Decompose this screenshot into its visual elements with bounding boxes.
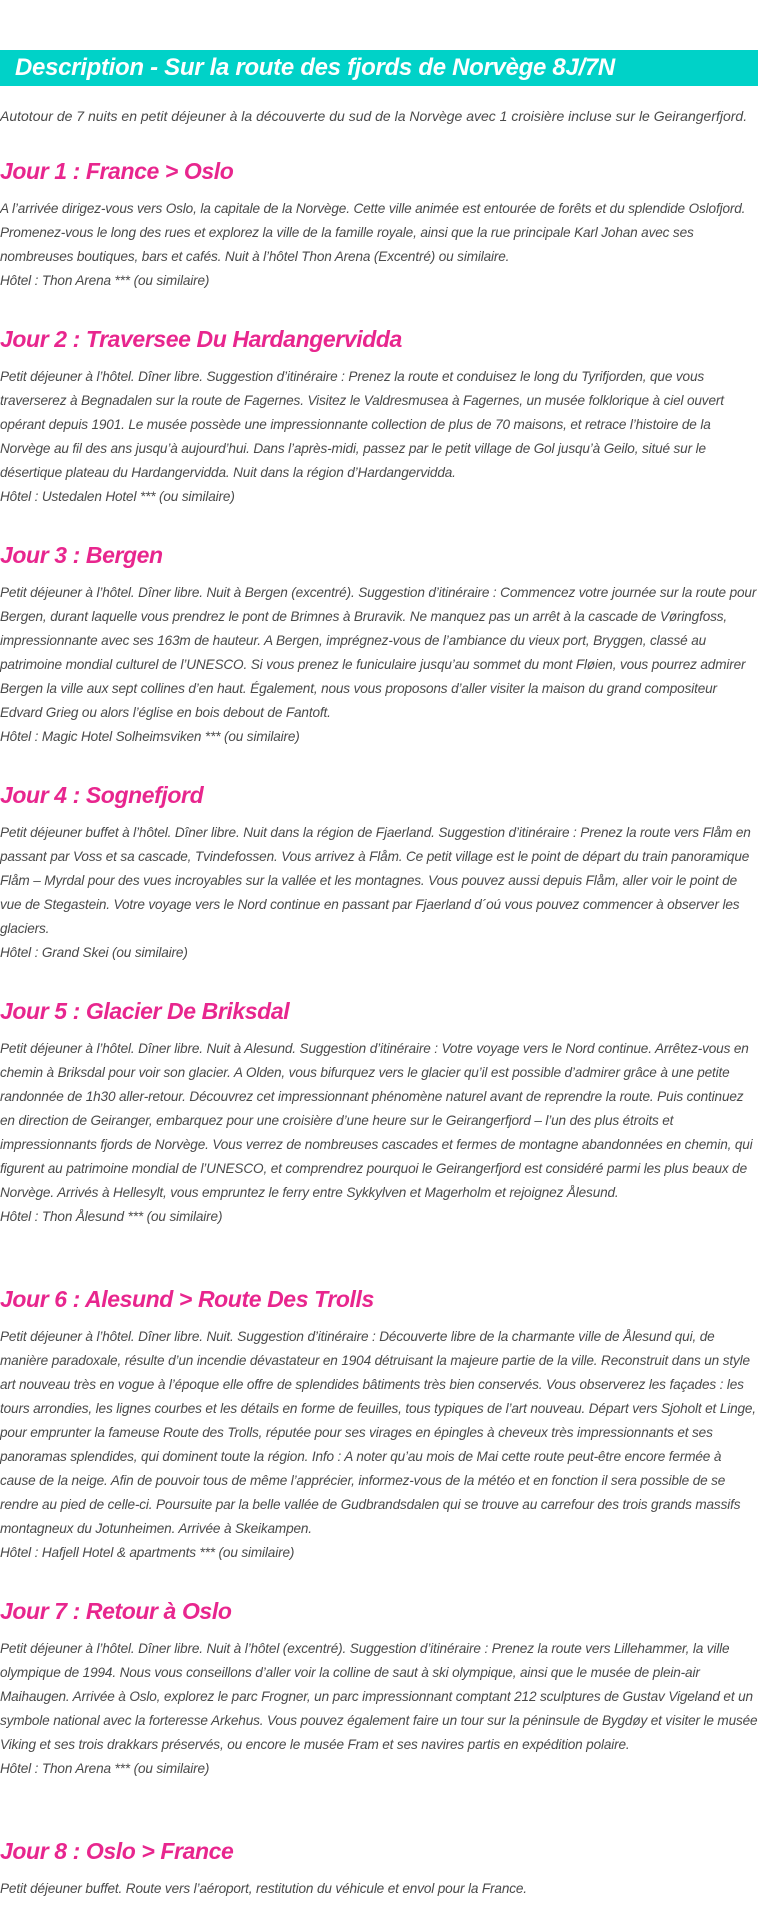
day-8-section: [0, 1832, 758, 1901]
day-4-hotel: Hôtel : Grand Skei (ou similaire): [0, 945, 188, 960]
day-3-hotel: Hôtel : Magic Hotel Solheimsviken *** (ou similaire): [0, 729, 300, 744]
day-6-hotel: Hôtel : Hafjell Hotel & apartments *** (ou similaire): [0, 1545, 295, 1560]
day-3-title: Jour 3 : Bergen: [0, 542, 163, 568]
day-1-description: A l’arrivée dirigez-vous vers Oslo, la capitale de la Norvège. Cette ville animée est entourée de forêts et du splendide Oslofjord. Promenez-vous le long des rues et explorez la ville de la famille royale, ainsi que la rue principale Karl Johan avec ses nombreuses boutiques, bars et cafés. Nuit à l’hôtel Thon Arena (Excentré) ou similaire.: [0, 201, 746, 264]
day-2-description: Petit déjeuner à l’hôtel. Dîner libre. Suggestion d’itinéraire : Prenez la route et conduisez le long du Tyrifjorden, que vous traverserez à Begnadalen sur la route de Fagernes. Visitez le Valdresmusea à Fagernes, un musée folklorique à ciel ouvert opérant depuis 1901. Le musée possède une impressionnante collection de plus de 70 maisons, et retrace l’histoire de la Norvège au fil des ans jusqu’à aujourd’hui. Dans l’après-midi, passez par le petit village de Gol jusqu’à Geilo, situé sur le désertique plateau du Hardangervidda. Nuit dans la région d’Hardangervidda.: [0, 369, 724, 480]
day-8-description: Petit déjeuner buffet. Route vers l’aéroport, restitution du véhicule et envol pour la France.: [0, 1881, 527, 1896]
day-6-section: [0, 1280, 758, 1565]
day-4-section: [0, 776, 758, 965]
day-4-title: Jour 4 : Sognefjord: [0, 782, 204, 808]
day-5-section: [0, 992, 758, 1229]
intro-text: Autotour de 7 nuits en petit déjeuner à la découverte du sud de la Norvège avec 1 croisière incluse sur le Geirangerfjord.: [0, 108, 748, 124]
day-7-section: [0, 1592, 758, 1781]
day-7-hotel: Hôtel : Thon Arena *** (ou similaire): [0, 1761, 210, 1776]
day-7-description: Petit déjeuner à l’hôtel. Dîner libre. Nuit à l’hôtel (excentré). Suggestion d’itinéraire : Prenez la route vers Lillehammer, la ville olympique de 1994. Nous vous conseillons d’aller voir la colline de saut à ski olympique, ainsi que le musée de plein-air Maihaugen. Arrivée à Oslo, explorez le parc Frogner, un parc impressionnant comptant 212 sculptures de Gustav Vigeland et un symbole national avec la forteresse Arkehus. Vous pouvez également faire un tour sur la péninsule de Bygdøy et visiter le musée Viking et ses trois drakkars préservés, ou encore le musée Fram et ses navires partis en expédition polaire.: [0, 1641, 758, 1752]
day-3-description: Petit déjeuner à l’hôtel. Dîner libre. Nuit à Bergen (excentré). Suggestion d’itinéraire : Commencez votre journée sur la route pour Bergen, durant laquelle vous prendrez le pont de Brimnes à Bruravik. Ne manquez pas un arrêt à la cascade de Vøringfoss, impressionnante avec ses 163m de hauteur. A Bergen, imprégnez-vous de l’ambiance du vieux port, Bryggen, classé au patrimoine mondial culturel de l’UNESCO. Si vous prenez le funiculaire jusqu’au sommet du mont Fløien, vous pourrez admirer Bergen la ville aux sept collines d’en haut. Également, nous vous proposons d’aller visiter la maison du grand compositeur Edvard Grieg ou alors l’église en bois debout de Fantoft.: [0, 585, 757, 720]
day-8-title: Jour 8 : Oslo > France: [0, 1838, 234, 1864]
day-1-hotel: Hôtel : Thon Arena *** (ou similaire): [0, 273, 210, 288]
day-6-description: Petit déjeuner à l’hôtel. Dîner libre. Nuit. Suggestion d’itinéraire : Découverte libre de la charmante ville de Ålesund qui, de manière paradoxale, résulte d’un incendie dévastateur en 1904 détruisant la majeure partie de la ville. Reconstruit dans un style art nouveau très en vogue à l’époque elle offre de splendides bâtiments très bien conservés. Vous observerez les façades : les tours arrondies, les lignes courbes et les détails en forme de feuilles, tous typiques de l’art nouveau. Départ vers Sjoholt et Linge, pour emprunter la fameuse Route des Trolls, réputée pour ses virages en épingles à cheveux très impressionnants et ses panoramas splendides, qui dominent toute la région. Info : A noter qu’au mois de Mai cette route peut-être encore fermée à cause de la neige. Afin de pouvoir tous de même l’apprécier, informez-vous de la météo et en fonction il sera possible de se rendre au pied de celle-ci. Poursuite par la belle vallée de Gudbrandsdalen qui se trouve au carrefour des trois grands massifs montagneux du Jotunheimen. Arrivée à Skeikampen.: [0, 1329, 756, 1536]
day-2-title: Jour 2 : Traversee Du Hardangervidda: [0, 326, 402, 352]
day-6-title: Jour 6 : Alesund > Route Des Trolls: [0, 1286, 374, 1312]
day-2-section: [0, 320, 758, 509]
day-2-hotel: Hôtel : Ustedalen Hotel *** (ou similaire): [0, 489, 235, 504]
day-7-title: Jour 7 : Retour à Oslo: [0, 1598, 232, 1624]
day-4-description: Petit déjeuner buffet à l’hôtel. Dîner libre. Nuit dans la région de Fjaerland. Suggestion d’itinéraire : Prenez la route vers Flåm en passant par Voss et sa cascade, Tvindefossen. Vous arrivez à Flåm. Ce petit village est le point de départ du train panoramique Flåm – Myrdal pour des vues incroyables sur la vallée et les montagnes. Vous pouvez aussi depuis Flåm, aller voir le point de vue de Stegastein. Votre voyage vers le Nord continue en passant par Fjaerland d´oú vous pouvez commencer à observer les glaciers.: [0, 825, 751, 936]
day-5-title: Jour 5 : Glacier De Briksdal: [0, 998, 290, 1024]
day-5-description: Petit déjeuner à l’hôtel. Dîner libre. Nuit à Alesund. Suggestion d’itinéraire : Votre voyage vers le Nord continue. Arrêtez-vous en chemin à Briksdal pour voir son glacier. A Olden, vous bifurquez vers le glacier qu’il est possible d’admirer grâce à une petite randonnée de 1h30 aller-retour. Découvrez cet impressionnant phénomène naturel avant de reprendre la route. Puis continuez en direction de Geiranger, embarquez pour une croisière d’une heure sur le Geirangerfjord – l’un des plus étroits et impressionnants fjords de Norvège. Vous verrez de nombreuses cascades et fermes de montagne abandonnées en chemin, qui figurent au patrimoine mondial de l’UNESCO, et comprendrez pourquoi le Geirangerfjord est considéré parmi les plus beaux de Norvège. Arrivés à Hellesylt, vous empruntez le ferry entre Sykkylven et Magerholm et rejoignez Ålesund.: [0, 1041, 753, 1200]
day-1-section: [0, 152, 758, 293]
day-5-hotel: Hôtel : Thon Ålesund *** (ou similaire): [0, 1209, 223, 1224]
day-3-section: [0, 536, 758, 749]
day-1-title: Jour 1 : France > Oslo: [0, 158, 234, 184]
description-banner: [0, 50, 758, 86]
page-title: Description - Sur la route des fjords de Norvège 8J/7N: [15, 54, 615, 81]
